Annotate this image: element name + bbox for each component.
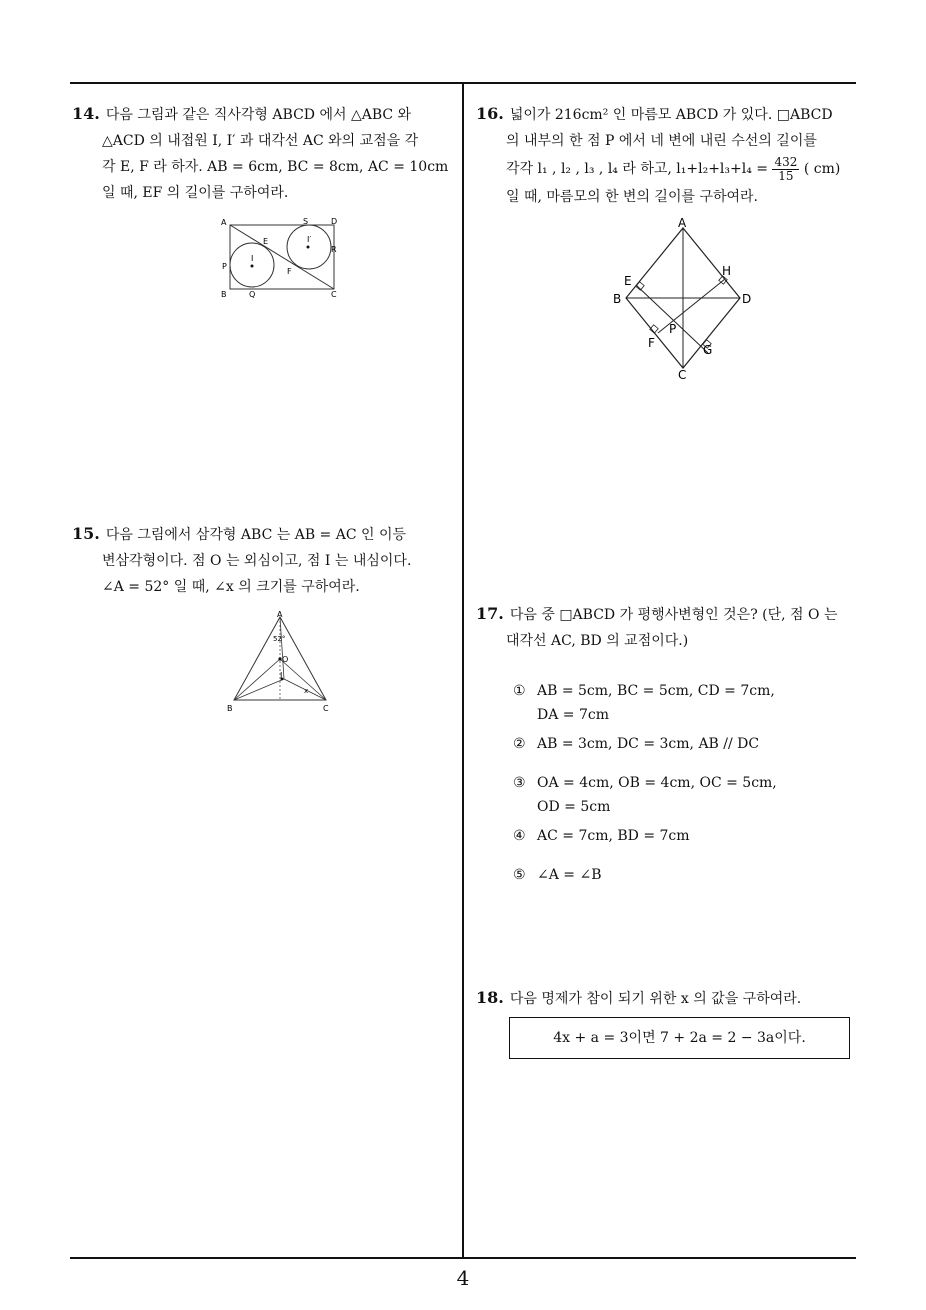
label-P: P: [222, 262, 227, 271]
label-C: C: [323, 704, 329, 713]
question-text-line: 각 E, F 라 하자. AB = 6cm, BC = 8cm, AC = 10cm: [102, 159, 449, 175]
question-text-fragment: ( cm): [803, 161, 841, 177]
question-text-fragment: 각각 l₁ , l₂ , l₃ , l₄ 라 하고, l₁+l₂+l₃+l₄ =: [506, 161, 769, 177]
choice-marker: ①: [513, 683, 526, 699]
question-text-line: △ACD 의 내접원 I, I′ 과 대각선 AC 와의 교점을 각: [102, 133, 419, 149]
label-I: I: [251, 254, 254, 263]
label-A: A: [221, 218, 227, 227]
proposition-box: 4x + a = 3이면 7 + 2a = 2 − 3a이다.: [509, 1017, 850, 1059]
label-A: A: [678, 216, 687, 230]
question-text-line: [476, 154, 860, 184]
question-18: [476, 985, 860, 1012]
label-R: R: [331, 245, 337, 254]
question-17: [476, 601, 860, 654]
choice-text: OD = 5cm: [537, 799, 611, 815]
fraction-numerator: 432: [774, 154, 798, 169]
column-divider: [462, 82, 464, 1258]
choice-marker: ⑤: [513, 867, 526, 883]
choice-text: ∠A = ∠B: [537, 867, 602, 883]
label-S: S: [303, 217, 309, 226]
choice-5[interactable]: [513, 863, 602, 887]
question-text-line: 넓이가 216cm² 인 마름모 ABCD 가 있다. □ABCD: [509, 107, 833, 123]
label-B: B: [221, 290, 227, 299]
label-P: P: [669, 322, 677, 336]
label-G: G: [703, 343, 713, 357]
choice-marker: ③: [513, 775, 526, 791]
question-text-line: 일 때, 마름모의 한 변의 길이를 구하여라.: [506, 189, 758, 205]
question-text-line: 다음 중 □ABCD 가 평행사변형인 것은? (단, 점 O 는: [509, 607, 838, 623]
label-x: x: [304, 687, 309, 695]
choice-text: AC = 7cm, BD = 7cm: [537, 828, 690, 844]
question-number: 14.: [72, 104, 100, 123]
question-number: 16.: [476, 104, 504, 123]
label-B: B: [613, 292, 622, 306]
rhombus-figure: [608, 213, 758, 383]
label-B: B: [227, 704, 233, 713]
choice-text: OA = 4cm, OB = 4cm, OC = 5cm,: [537, 775, 777, 791]
question-number: 15.: [72, 524, 100, 543]
label-C: C: [678, 368, 687, 382]
label-E: E: [624, 274, 632, 288]
bottom-rule: [70, 1257, 856, 1259]
question-16: [476, 101, 860, 210]
choice-1[interactable]: [513, 679, 775, 727]
label-E: E: [263, 237, 269, 246]
label-Q: Q: [249, 290, 256, 299]
question-text-line: 대각선 AC, BD 의 교점이다.): [506, 633, 689, 649]
question-text-line: 일 때, EF 의 길이를 구하여라.: [102, 185, 289, 201]
question-text-line: 다음 그림과 같은 직사각형 ABCD 에서 △ABC 와: [105, 107, 412, 123]
rectangle-incircles-figure: [215, 212, 350, 304]
question-text-line: 변삼각형이다. 점 O 는 외심이고, 점 I 는 내심이다.: [102, 553, 412, 569]
label-A: A: [277, 610, 283, 619]
question-number: 18.: [476, 988, 504, 1007]
choice-3[interactable]: [513, 771, 777, 819]
label-D: D: [742, 292, 752, 306]
question-text-line: 의 내부의 한 점 P 에서 네 변에 내린 수선의 길이를: [506, 133, 817, 149]
question-number: 17.: [476, 604, 504, 623]
label-C: C: [331, 290, 337, 299]
question-text-line: 다음 그림에서 삼각형 ABC 는 AB = AC 인 이등: [105, 527, 407, 543]
fraction-denominator: 15: [778, 168, 794, 183]
choice-marker: ④: [513, 828, 526, 844]
label-I: I: [280, 671, 283, 680]
isosceles-triangle-figure: [222, 607, 337, 717]
choice-text: AB = 5cm, BC = 5cm, CD = 7cm,: [537, 683, 775, 699]
choice-4[interactable]: [513, 824, 690, 848]
question-14: [72, 101, 458, 206]
choice-marker: ②: [513, 736, 526, 752]
label-angle: 52°: [273, 635, 286, 643]
fraction: [772, 156, 799, 183]
label-O: O: [282, 655, 289, 664]
question-text-line: ∠A = 52° 일 때, ∠x 의 크기를 구하여라.: [102, 579, 360, 595]
label-F: F: [648, 336, 655, 350]
choice-2[interactable]: [513, 732, 759, 756]
choice-text: AB = 3cm, DC = 3cm, AB // DC: [537, 736, 760, 752]
question-text-line: 다음 명제가 참이 되기 위한 x 의 값을 구하여라.: [509, 991, 802, 1007]
label-D: D: [331, 217, 338, 226]
label-F: F: [287, 267, 292, 276]
choice-text: DA = 7cm: [537, 707, 609, 723]
label-I-prime: I′: [307, 235, 312, 244]
question-15: [72, 521, 458, 600]
page-number: 4: [456, 1266, 470, 1290]
label-H: H: [722, 264, 732, 278]
